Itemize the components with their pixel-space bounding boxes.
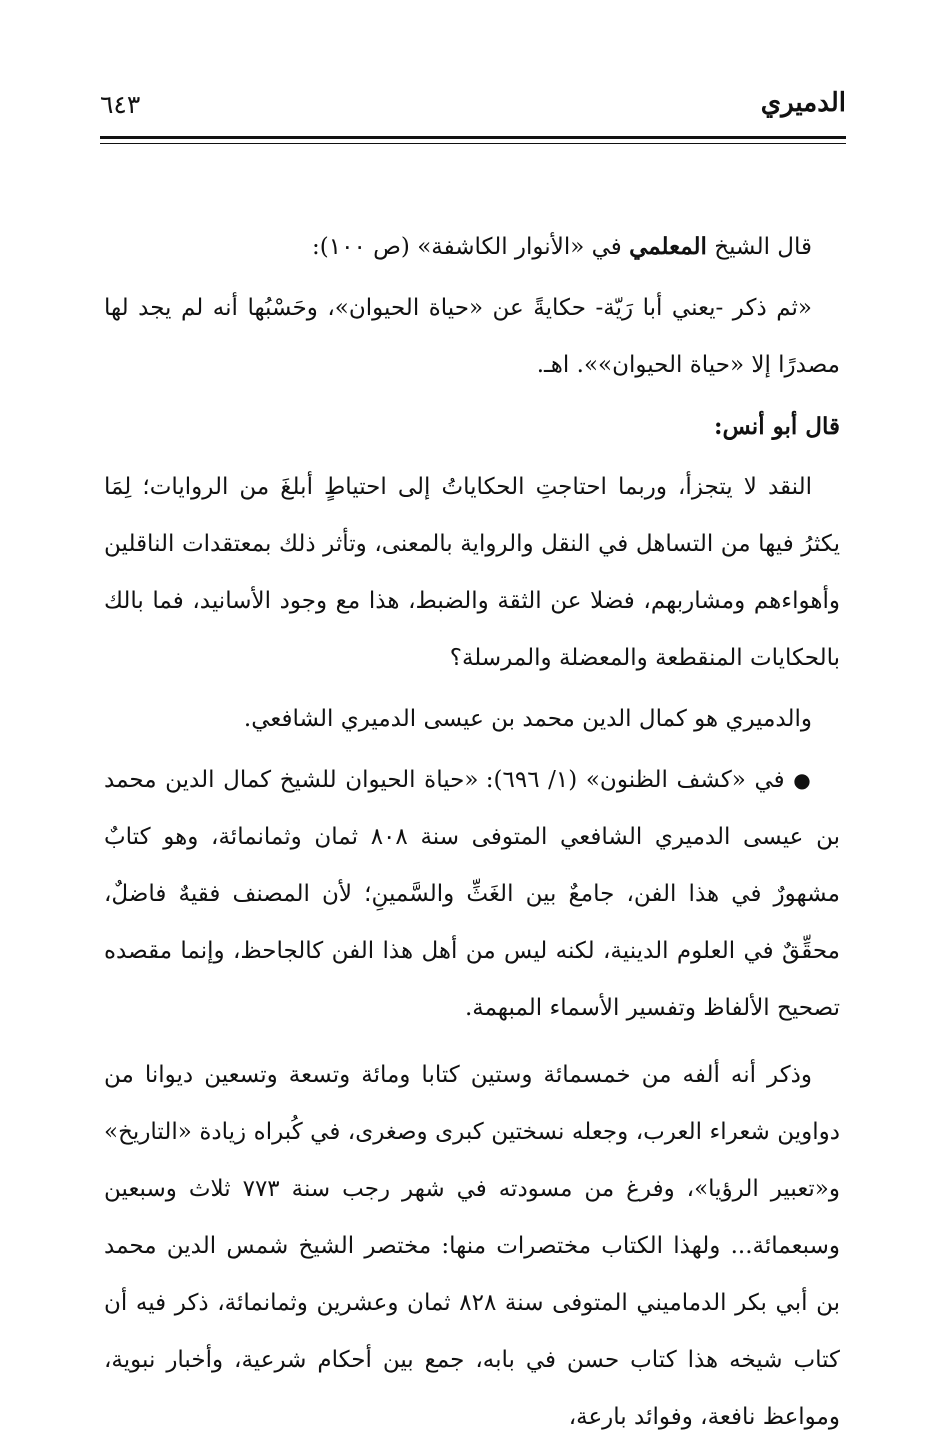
running-title: الدميري: [760, 88, 846, 118]
book-description-paragraph: وذكر أنه ألفه من خمسمائة وستين كتابا ومائة وتسعة وتسعين ديوانا من دواوين شعراء العرب، وجعله نسختين كبرى وصغرى، في كُبراه زيادة «التاريخ» و«تعبير الرؤيا»، وفرغ من مسودته في شهر رجب سنة ٧٧٣ ثلاث وسبعين وسبعمائة... ولهذا الكتاب مختصرات منها: مختصر الشيخ شمس الدين محمد بن أبي بكر الدماميني المتوفى سنة ٨٢٨ ثمان وعشرين وثمانمائة، ذكر فيه أن كتاب شيخه هذا كتاب حسن في بابه، جمع بين أحكام شرعية، وأخبار نبوية، ومواعظ نافعة، وفوائد بارعة،: [104, 1062, 840, 1430]
quotation-paragraph: «ثم ذكر -يعني أبا رَيّة- حكايةً عن «حياة الحيوان»، وحَسْبُها أنه لم يجد لها مصدرًا إلا «حياة الحيوان»». اهـ.: [104, 295, 840, 378]
quote-intro-text-a: قال الشيخ: [706, 234, 812, 260]
quote-intro-text-b: في «الأنوار الكاشفة» (ص ١٠٠):: [312, 234, 630, 260]
critique-paragraph: النقد لا يتجزأ، وربما احتاجتِ الحكاياتُ إلى احتياطٍ أبلغَ من الروايات؛ لِمَا يكثرُ فيها من التساهل في النقل والرواية بالمعنى، وتأثر ذلك بمعتقدات الناقلين وأهواءهم ومشاربهم، فضلا عن الثقة والضبط، هذا مع وجود الأسانيد، فما بالك بالحكايات المنقطعة والمعضلة والمرسلة؟: [104, 474, 840, 671]
page-header: [100, 88, 846, 132]
kashf-quote-paragraph: [104, 752, 840, 1037]
page-number: ٦٤٣: [100, 90, 141, 119]
section-heading: قال أبو أنس:: [713, 413, 840, 440]
kashf-quote-text: في «كشف الظنون» (١/ ٦٩٦): «حياة الحيوان للشيخ كمال الدين محمد بن عيسى الدميري الشافعي المتوفى سنة ٨٠٨ ثمان وثمانمائة، وهو كتابٌ مشهورٌ في هذا الفن، جامعٌ بين الغَثِّ والسَّمينِ؛ لأن المصنف فقيهٌ فاضلٌ، محقِّقٌ في العلوم الدينية، لكنه ليس من أهل هذا الفن كالجاحظ، وإنما مقصده تصحيح الألفاظ وتفسير الأسماء المبهمة.: [104, 767, 840, 1021]
scholar-name-bold: المعلمي: [629, 233, 707, 260]
header-rule-thick: [100, 136, 846, 139]
bullet-marker: ●: [793, 768, 812, 792]
header-rule-thin: [100, 143, 846, 144]
quote-intro-paragraph: [104, 218, 840, 276]
biography-paragraph: والدميري هو كمال الدين محمد بن عيسى الدميري الشافعي.: [243, 706, 812, 732]
page-body: [104, 218, 840, 1446]
